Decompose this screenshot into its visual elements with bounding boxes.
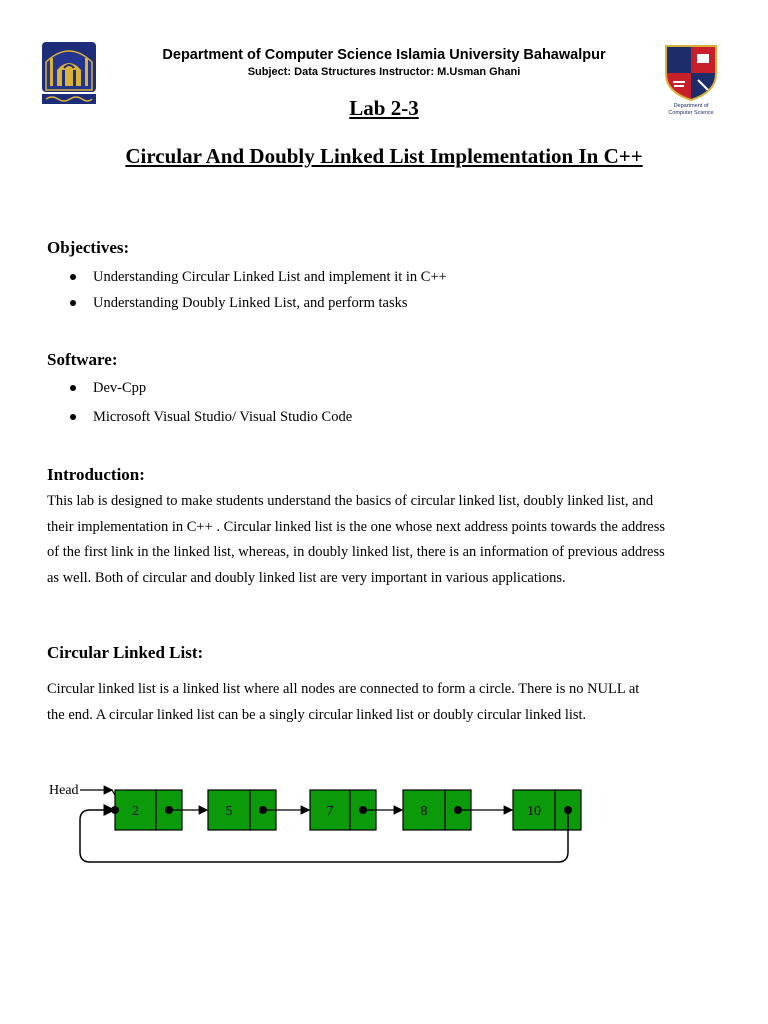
list-node [403,790,512,830]
nodes-layer [111,790,581,830]
software-text: Dev-Cpp [93,380,147,396]
document-title: Circular And Doubly Linked List Implementation In C++ [125,144,643,168]
objectives-heading: Objectives: [47,238,130,257]
node-value: 8 [420,804,428,819]
software-text: Microsoft Visual Studio/ Visual Studio Code [93,409,353,425]
head-label: Head [49,783,79,798]
list-node [208,790,309,830]
introduction-paragraph [47,489,695,591]
bullet-icon [70,385,76,391]
lab-title: Lab 2-3 [349,96,419,120]
node-value: 5 [225,804,233,819]
circular-heading: Circular Linked List: [47,643,204,662]
subject-line: Subject: Data Structures Instructor: M.Usman Ghani [247,66,521,78]
objective-text: Understanding Doubly Linked List, and perform tasks [93,295,408,311]
paragraph-line: Circular linked list is a linked list where all nodes are connected to form a circle. There is no NULL at [47,681,640,697]
objective-item [70,295,408,312]
paragraph-line: This lab is designed to make students understand the basics of circular linked list, doubly linked list, and [47,493,654,509]
paragraph-line: of the first link in the linked list, whereas, in doubly linked list, there is an information of previous address [47,544,665,560]
circular-paragraph [47,677,695,728]
paragraph-line: their implementation in C++ . Circular linked list is the one whose next address points towards the address [47,518,665,535]
pointer-dot [259,806,267,814]
right-logo-line1: Department of [673,103,709,109]
bullet-icon [70,414,76,420]
paragraph-line: as well. Both of circular and doubly linked list are very important in various applications. [47,569,566,586]
software-item [70,380,146,397]
department-title: Department of Computer Science Islamia University Bahawalpur [162,47,606,63]
pointer-dot [454,806,462,814]
node-value: 7 [326,804,334,819]
objective-text: Understanding Circular Linked List and implement it in C++ [93,269,447,285]
right-logo-line2: Computer Science [668,110,714,116]
node-value: 10 [527,804,541,819]
bullet-icon [70,300,76,306]
objective-item [70,269,447,286]
circular-linked-list-diagram [40,770,600,880]
software-heading: Software: [47,350,118,369]
pointer-dot [165,806,173,814]
list-node [310,790,402,830]
bullet-icon [70,274,76,280]
introduction-heading: Introduction: [47,465,145,484]
software-item [70,409,352,426]
pointer-dot [359,806,367,814]
list-node [115,790,207,830]
paragraph-line: the end. A circular linked list can be a singly circular linked list or doubly circular linked list. [47,706,587,723]
node-value: 2 [132,804,139,819]
list-node [513,790,581,830]
